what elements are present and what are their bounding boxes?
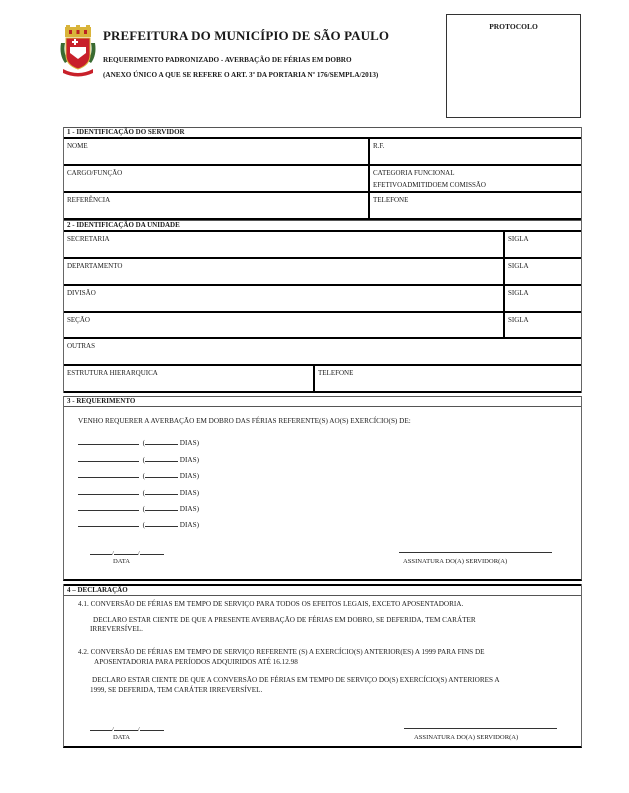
date-label: DATA [113,558,131,565]
days-field[interactable] [142,518,178,529]
dias-label: DIAS) [179,505,199,513]
departamento-field[interactable] [64,259,503,284]
slash: / [137,550,140,557]
day-field[interactable] [90,722,112,731]
exercise-year-field[interactable] [78,502,139,511]
categoria-label: CATEGORIA FUNCIONAL [373,169,455,177]
exercise-year-field[interactable] [78,486,139,495]
estrutura-label: ESTRUTURA HIERARQUICA [67,369,158,377]
exercise-row[interactable] [78,469,199,480]
item-4-2-declaration-cont: 1999, SE DEFERIDA, TEM CARÁTER IRREVERSÍVEL. [90,685,263,694]
referencia-field[interactable] [64,193,368,218]
sigla-label: SIGLA [508,289,529,297]
divisao-sigla-field[interactable] [503,286,581,311]
rf-label: R.F. [373,142,385,150]
row-secretaria [64,232,581,259]
secretaria-field[interactable] [64,232,503,257]
dias-label: DIAS) [179,472,199,480]
month-field[interactable] [114,722,138,731]
year-field[interactable] [137,722,164,733]
section-3-title: 3 - REQUERIMENTO [64,396,581,407]
signature-line[interactable] [404,728,557,729]
item-4-1-declaration-cont: IRREVERSÍVEL. [90,625,143,633]
estrutura-field[interactable] [64,366,313,391]
item-4-2-text-cont: APOSENTADORIA PARA PERÍODOS ADQUIRIDOS ATÉ 16.12.98 [94,657,298,666]
slash: / [112,726,114,733]
departamento-label: DEPARTAMENTO [67,262,123,270]
rf-field[interactable] [368,139,581,164]
section-4-title: 4 – DECLARAÇÃO [64,584,581,596]
sigla-label: SIGLA [508,316,529,324]
day-field[interactable] [90,546,112,555]
dias-label: DIAS) [179,521,199,529]
section-servidor [63,127,582,220]
coat-of-arms-icon [59,25,97,79]
form-subtitle: REQUERIMENTO PADRONIZADO - AVERBAÇÃO DE FÉRIAS EM DOBRO [103,56,352,64]
secao-field[interactable] [64,313,503,337]
signature-line[interactable] [399,552,552,553]
row-outras [64,339,581,366]
secretaria-label: SECRETARIA [67,235,110,243]
cargo-label: CARGO/FUNÇÃO [67,169,123,177]
divisao-field[interactable] [64,286,503,311]
exercise-row[interactable] [78,453,199,464]
signature-label: ASSINATURA DO(A) SERVIDOR(A) [414,734,519,741]
row-departamento [64,259,581,286]
sigla-label: SIGLA [508,262,529,270]
outras-label: OUTRAS [67,342,96,350]
days-field[interactable] [142,486,178,497]
request-intro: VENHO REQUERER A AVERBAÇÃO EM DOBRO DAS FÉRIAS REFERENTE(S) AO(S) EXERCÍCIO(S) DE: [78,417,411,425]
days-field[interactable] [142,502,178,513]
protocol-box[interactable] [446,14,581,118]
row-divisao [64,286,581,313]
exercise-row[interactable] [78,436,199,447]
section-unidade [63,220,582,393]
dias-label: DIAS) [179,439,199,447]
outras-field[interactable] [64,339,581,364]
categoria-options[interactable]: EFETIVOADMITIDOEM COMISSÃO [373,181,486,189]
date-field[interactable] [90,722,164,733]
paren: ( [142,439,145,447]
item-4-1-text: 4.1. CONVERSÃO DE FÉRIAS EM TEMPO DE SERVIÇO PARA TODOS OS EFEITOS LEGAIS, EXCETO APOSENTADORIA. [78,600,464,608]
item-4-1-declaration: DECLARO ESTAR CIENTE DE QUE A PRESENTE AVERBAÇÃO DE FÉRIAS EM DOBRO, SE DEFERIDA, TEM CARÁTER [93,615,476,624]
declaration-4-1 [78,600,578,635]
days-field[interactable] [142,436,178,447]
exercise-year-field[interactable] [78,436,139,445]
exercise-row[interactable] [78,502,199,513]
section-requerimento [63,396,582,581]
month-field[interactable] [114,546,138,555]
row-estrutura-telefone [64,366,581,393]
signature-label: ASSINATURA DO(A) SERVIDOR(A) [403,558,508,565]
telefone-label: TELEFONE [373,196,409,204]
paren: ( [142,521,145,529]
departamento-sigla-field[interactable] [503,259,581,284]
annex-reference: (ANEXO ÚNICO A QUE SE REFERE O ART. 3º DA PORTARIA Nº 176/SEMPLA/2013) [103,71,379,79]
row-cargo-categoria [64,166,581,193]
nome-field[interactable] [64,139,368,164]
row-referencia-telefone [64,193,581,220]
telefone-field[interactable] [368,193,581,218]
declaration-4-2 [78,648,578,695]
divisao-label: DIVISÃO [67,289,96,297]
referencia-label: REFERÊNCIA [67,196,111,204]
exercise-year-field[interactable] [78,453,139,462]
exercise-year-field[interactable] [78,518,139,527]
section-1-title: 1 - IDENTIFICAÇÃO DO SERVIDOR [64,127,581,139]
paren: ( [142,489,145,497]
secretaria-sigla-field[interactable] [503,232,581,257]
categoria-field[interactable] [368,166,581,191]
date-field[interactable] [90,546,164,557]
paren: ( [142,505,145,513]
item-4-2-text: 4.2. CONVERSÃO DE FÉRIAS EM TEMPO DE SERVIÇO REFERENTE (S) A EXERCÍCIO(S) ANTERIOR(ES) A 1999 PARA FINS DE [78,648,485,656]
row-nome-rf [64,139,581,166]
sigla-label: SIGLA [508,235,529,243]
days-field[interactable] [142,469,178,480]
protocol-label: PROTOCOLO [489,22,538,31]
nome-label: NOME [67,142,88,150]
slash: / [112,550,114,557]
exercise-year-field[interactable] [78,469,139,478]
days-field[interactable] [142,453,178,464]
cargo-field[interactable] [64,166,368,191]
exercise-row[interactable] [78,486,199,497]
exercise-row[interactable] [78,518,199,529]
date-label: DATA [113,734,131,741]
paren: ( [142,472,145,480]
slash: / [137,726,140,733]
unidade-telefone-field[interactable] [313,366,581,391]
dias-label: DIAS) [179,456,199,464]
item-4-2-declaration: DECLARO ESTAR CIENTE DE QUE A CONVERSÃO DE FÉRIAS EM TEMPO DE SERVIÇO DO(S) EXERCÍCIO(S) ANTERIORES A [92,676,500,684]
secao-label: SEÇÃO [67,316,90,324]
row-secao [64,313,581,339]
section-2-title: 2 - IDENTIFICAÇÃO DA UNIDADE [64,220,581,232]
year-field[interactable] [137,546,164,557]
dias-label: DIAS) [179,489,199,497]
telefone-label: TELEFONE [318,369,354,377]
page-title: PREFEITURA DO MUNICÍPIO DE SÃO PAULO [103,28,390,43]
section-declaracao [63,584,582,748]
secao-sigla-field[interactable] [503,313,581,337]
paren: ( [142,456,145,464]
